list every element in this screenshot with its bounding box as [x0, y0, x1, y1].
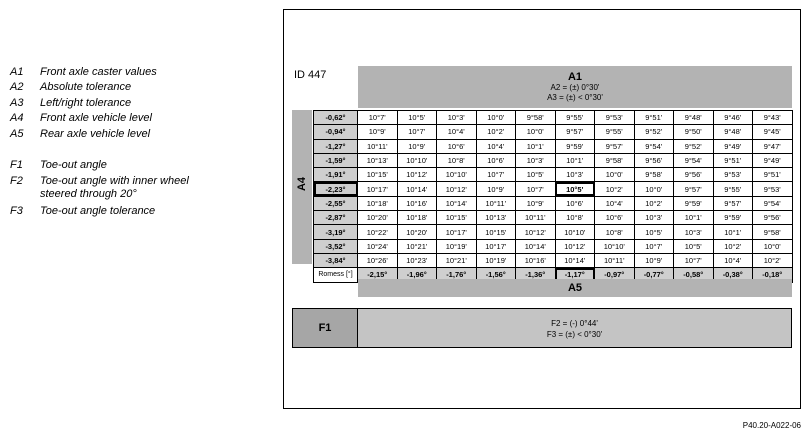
table-cell: 10°9': [476, 182, 516, 196]
table-cell: 10°7': [634, 239, 674, 253]
table-cell: 10°26': [358, 253, 398, 267]
legend-code: A1: [10, 66, 24, 78]
table-cell: 10°3': [516, 153, 556, 167]
a1-header: [358, 66, 792, 108]
table-cell: 10°16': [516, 253, 556, 267]
footer-cell: -0,38°: [713, 268, 753, 282]
table-cell: 10°11': [516, 211, 556, 225]
legend-code: A2: [10, 81, 24, 93]
table-row: [314, 182, 793, 196]
a2-tolerance: A2 = (±) 0°30': [550, 83, 600, 92]
table-cell: 9°59': [555, 139, 595, 153]
footer-cell: -0,18°: [753, 268, 793, 282]
table-cell: 10°21': [397, 239, 437, 253]
f3-value: F3 = (±) < 0°30': [546, 330, 603, 339]
table-cell: 9°47': [753, 139, 793, 153]
footer-cell: -0,97°: [595, 268, 635, 282]
table-cell: 10°5': [674, 239, 714, 253]
table-cell: 10°11': [358, 139, 398, 153]
table-cell: 10°20': [397, 225, 437, 239]
table-cell: 10°17': [437, 225, 477, 239]
table-cell: 9°50': [674, 125, 714, 139]
table-cell: 9°43': [753, 111, 793, 125]
row-header: -1,59°: [314, 153, 358, 167]
table-cell: 10°8': [595, 225, 635, 239]
row-header: -2,23°: [314, 182, 358, 196]
legend-text: Toe-out angle tolerance: [40, 205, 156, 217]
table-cell: 10°5': [516, 168, 556, 182]
table-cell: 9°49': [753, 153, 793, 167]
table-cell: 9°53': [753, 182, 793, 196]
table-cell: 9°58': [516, 111, 556, 125]
table-cell: 10°18': [358, 196, 398, 210]
table-cell: 10°2': [753, 253, 793, 267]
table-cell: 9°57': [713, 196, 753, 210]
table-cell: 9°57': [595, 139, 635, 153]
table-cell: 10°9': [397, 139, 437, 153]
footer-cell: -1,96°: [397, 268, 437, 282]
table-cell: 10°10': [397, 153, 437, 167]
row-header: -3,52°: [314, 239, 358, 253]
table-cell: 10°1': [516, 139, 556, 153]
table-cell: 9°51': [713, 153, 753, 167]
table-cell: 10°5': [555, 182, 595, 196]
table-cell: 9°57': [674, 182, 714, 196]
table-cell: 9°57': [555, 125, 595, 139]
caster-table: [313, 110, 793, 283]
row-header: -3,84°: [314, 253, 358, 267]
table-cell: 10°3': [674, 225, 714, 239]
table-cell: 9°58': [753, 225, 793, 239]
table-cell: 9°54': [634, 139, 674, 153]
table-cell: 10°2': [713, 239, 753, 253]
table-cell: 10°10': [595, 239, 635, 253]
table-cell: 9°45': [753, 125, 793, 139]
table-cell: 9°48': [713, 125, 753, 139]
footer-cell: -2,15°: [358, 268, 398, 282]
table-cell: 10°9': [516, 196, 556, 210]
table-cell: 10°4': [713, 253, 753, 267]
table-cell: 9°46': [713, 111, 753, 125]
table-row: [314, 253, 793, 267]
table-cell: 10°0': [516, 125, 556, 139]
legend-text: Front axle vehicle level: [40, 112, 152, 124]
legend-code: F3: [10, 205, 23, 217]
table-row: [314, 168, 793, 182]
table-cell: 9°55': [595, 125, 635, 139]
footer-cell: -1,76°: [437, 268, 477, 282]
table-cell: 10°12': [437, 182, 477, 196]
table-cell: 10°5': [397, 111, 437, 125]
table-cell: 10°16': [397, 196, 437, 210]
table-cell: 10°7': [476, 168, 516, 182]
table-cell: 10°24': [358, 239, 398, 253]
table-cell: 9°53': [595, 111, 635, 125]
table-row: [314, 225, 793, 239]
footer-cell: -0,77°: [634, 268, 674, 282]
table-cell: 10°1': [713, 225, 753, 239]
table-cell: 9°54': [674, 153, 714, 167]
table-cell: 9°52': [634, 125, 674, 139]
table-row: [314, 211, 793, 225]
table-cell: 9°56': [634, 153, 674, 167]
table-cell: 10°2': [595, 182, 635, 196]
row-header: -3,19°: [314, 225, 358, 239]
legend-text: Toe-out angle with inner wheel steered through 20°: [40, 175, 189, 200]
table-cell: 10°21': [437, 253, 477, 267]
table-cell: 10°7': [674, 253, 714, 267]
legend-code: A4: [10, 112, 24, 124]
table-cell: 10°1': [555, 153, 595, 167]
table-cell: 10°7': [516, 182, 556, 196]
row-header: -2,87°: [314, 211, 358, 225]
table-cell: 10°12': [555, 239, 595, 253]
table-cell: 10°3': [555, 168, 595, 182]
legend-code: F1: [10, 159, 23, 171]
reference-code: P40.20-A022-06: [742, 421, 801, 430]
table-cell: 10°15': [358, 168, 398, 182]
table-cell: 10°4': [595, 196, 635, 210]
table-cell: 9°49': [713, 139, 753, 153]
table-cell: 9°56': [674, 168, 714, 182]
row-header: -2,55°: [314, 196, 358, 210]
table-cell: 9°54': [753, 196, 793, 210]
table-cell: 10°18': [397, 211, 437, 225]
table-cell: 10°1': [674, 211, 714, 225]
table-row: [314, 111, 793, 125]
row-header: -1,27°: [314, 139, 358, 153]
table-cell: 10°2': [634, 196, 674, 210]
table-cell: 10°2': [476, 125, 516, 139]
table-cell: 10°8': [555, 211, 595, 225]
table-cell: 10°11': [476, 196, 516, 210]
id-label: ID 447: [294, 69, 327, 81]
table-cell: 9°51': [753, 168, 793, 182]
table-cell: 10°23': [397, 253, 437, 267]
table-cell: 10°4': [476, 139, 516, 153]
table-cell: 10°4': [437, 125, 477, 139]
table-cell: 10°0': [634, 182, 674, 196]
table-cell: 10°6': [595, 211, 635, 225]
row-header: -0,94°: [314, 125, 358, 139]
table-row: [314, 139, 793, 153]
legend-text: Absolute tolerance: [40, 81, 132, 93]
footer-cell: -1,17°: [555, 268, 595, 282]
table-cell: 9°59': [674, 196, 714, 210]
a4-side-label: [292, 110, 312, 264]
table-cell: 10°14': [555, 253, 595, 267]
table-cell: 9°48': [674, 111, 714, 125]
table-cell: 10°14': [437, 196, 477, 210]
table-cell: 9°59': [713, 211, 753, 225]
table-cell: 10°22': [358, 225, 398, 239]
table-cell: 9°58': [595, 153, 635, 167]
table-cell: 9°56': [753, 211, 793, 225]
table-cell: 9°52': [674, 139, 714, 153]
footer-cell: -1,56°: [476, 268, 516, 282]
table-cell: 10°10': [555, 225, 595, 239]
a1-title: A1: [567, 71, 583, 83]
table-cell: 9°55': [713, 182, 753, 196]
table-cell: 10°5': [634, 225, 674, 239]
table-cell: 10°3': [634, 211, 674, 225]
table-cell: 10°12': [516, 225, 556, 239]
legend-text: Rear axle vehicle level: [40, 128, 151, 140]
table-cell: 10°14': [397, 182, 437, 196]
table-cell: 10°13': [476, 211, 516, 225]
table-row: [314, 239, 793, 253]
table-cell: 10°7': [358, 111, 398, 125]
table-cell: 9°53': [713, 168, 753, 182]
f2-value: F2 = (-) 0°44': [551, 319, 598, 328]
table-cell: 10°0': [595, 168, 635, 182]
legend-code: A3: [10, 97, 24, 109]
table-cell: 10°9': [634, 253, 674, 267]
table-cell: 10°6': [555, 196, 595, 210]
table-cell: 10°3': [437, 111, 477, 125]
table-cell: 10°17': [358, 182, 398, 196]
table-cell: 10°8': [437, 153, 477, 167]
a5-label: A5: [358, 279, 792, 297]
table-row: [314, 153, 793, 167]
table-cell: 10°14': [516, 239, 556, 253]
toe-out-values: [358, 308, 792, 348]
table-cell: 10°17': [476, 239, 516, 253]
table-cell: 10°9': [358, 125, 398, 139]
table-row: [314, 196, 793, 210]
legend-text: Toe-out angle: [40, 159, 107, 171]
table-cell: 10°6': [437, 139, 477, 153]
footer-label: Romess [°]: [314, 268, 358, 282]
table-cell: 10°12': [397, 168, 437, 182]
table-cell: 10°15': [476, 225, 516, 239]
table-cell: 10°0': [476, 111, 516, 125]
f1-label: F1: [292, 308, 358, 348]
table-cell: 10°0': [753, 239, 793, 253]
row-header: -0,62°: [314, 111, 358, 125]
table-cell: 9°51': [634, 111, 674, 125]
table-cell: 10°15': [437, 211, 477, 225]
legend-code: A5: [10, 128, 24, 140]
table-cell: 10°20': [358, 211, 398, 225]
legend-text: Front axle caster values: [40, 66, 157, 78]
table-cell: 9°58': [634, 168, 674, 182]
table-cell: 9°55': [555, 111, 595, 125]
table-cell: 10°19': [476, 253, 516, 267]
row-header: -1,91°: [314, 168, 358, 182]
table-cell: 10°10': [437, 168, 477, 182]
table-cell: 10°11': [595, 253, 635, 267]
table-cell: 10°6': [476, 153, 516, 167]
footer-cell: -1,36°: [516, 268, 556, 282]
table-cell: 10°19': [437, 239, 477, 253]
footer-cell: -0,58°: [674, 268, 714, 282]
table-cell: 10°13': [358, 153, 398, 167]
a4-label: A4: [296, 176, 308, 192]
legend-text: Left/right tolerance: [40, 97, 132, 109]
legend-code: F2: [10, 175, 23, 187]
table-row: [314, 125, 793, 139]
table-cell: 10°7': [397, 125, 437, 139]
a3-tolerance: A3 = (±) < 0°30': [547, 93, 603, 102]
